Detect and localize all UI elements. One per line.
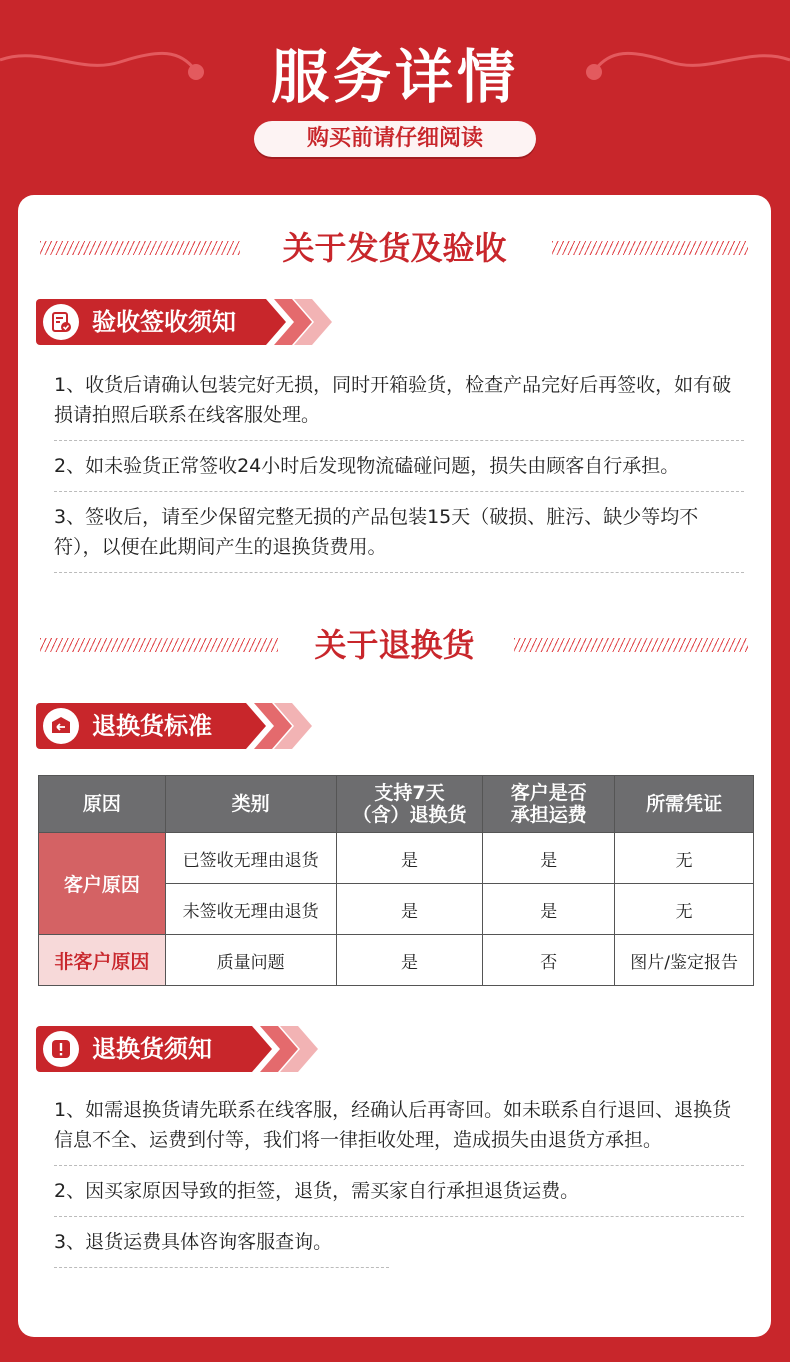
header-line: 承担运费 bbox=[510, 804, 587, 826]
table-header-row bbox=[39, 776, 754, 833]
page-subtitle: 购买前请仔细阅读 bbox=[254, 121, 536, 157]
proof-cell: 图片/鉴定报告 bbox=[615, 935, 754, 986]
banner-inspection-notice bbox=[36, 299, 326, 345]
column-header-7day-return bbox=[336, 776, 483, 833]
return-box-icon bbox=[49, 714, 73, 738]
reason-cell-customer: 客户原因 bbox=[39, 833, 166, 935]
banner-return-standard bbox=[36, 703, 306, 749]
return-standard-table bbox=[38, 775, 754, 986]
heading-hatch-right bbox=[552, 241, 748, 255]
section-title-shipping: 关于发货及验收 bbox=[282, 229, 507, 267]
shipping-cell: 是 bbox=[483, 833, 615, 884]
shipping-cell: 否 bbox=[483, 935, 615, 986]
banner-label: 退换货标准 bbox=[92, 712, 212, 740]
list-item: 3、签收后，请至少保留完整无损的产品包装15天（破损、脏污、缺少等均不符），以便在此期间产生的退换货费用。 bbox=[54, 492, 744, 573]
section-title-returns: 关于退换货 bbox=[314, 626, 475, 664]
inspection-notes bbox=[54, 360, 744, 573]
list-item: 1、收货后请确认包装完好无损，同时开箱验货，检查产品完好后再签收，如有破损请拍照后联系在线客服处理。 bbox=[54, 360, 744, 441]
header-line: 支持7天 bbox=[374, 782, 445, 804]
banner-label: 退换货须知 bbox=[92, 1035, 212, 1063]
exclamation-icon bbox=[49, 1037, 73, 1061]
supported-cell: 是 bbox=[336, 884, 483, 935]
column-header-reason: 原因 bbox=[39, 776, 166, 833]
table-row bbox=[39, 833, 754, 884]
service-details-card bbox=[18, 195, 771, 1337]
banner-return-notice bbox=[36, 1026, 316, 1072]
supported-cell: 是 bbox=[336, 833, 483, 884]
list-item: 3、退货运费具体咨询客服查询。 bbox=[54, 1217, 389, 1268]
supported-cell: 是 bbox=[336, 935, 483, 986]
banner-label: 验收签收须知 bbox=[92, 308, 236, 336]
column-header-shipping-cost bbox=[483, 776, 615, 833]
category-cell: 已签收无理由退货 bbox=[165, 833, 336, 884]
proof-cell: 无 bbox=[615, 884, 754, 935]
category-cell: 质量问题 bbox=[165, 935, 336, 986]
reason-cell-noncustomer: 非客户原因 bbox=[39, 935, 166, 986]
list-item: 2、如未验货正常签收24小时后发现物流磕碰问题，损失由顾客自行承担。 bbox=[54, 441, 744, 492]
column-header-proof: 所需凭证 bbox=[615, 776, 754, 833]
section-heading-shipping bbox=[18, 228, 771, 268]
heading-hatch-right bbox=[514, 638, 748, 652]
category-cell: 未签收无理由退货 bbox=[165, 884, 336, 935]
proof-cell: 无 bbox=[615, 833, 754, 884]
table-row bbox=[39, 935, 754, 986]
clipboard-check-icon bbox=[49, 310, 73, 334]
column-header-category: 类别 bbox=[165, 776, 336, 833]
shipping-cell: 是 bbox=[483, 884, 615, 935]
return-notes bbox=[54, 1085, 744, 1268]
header-line: 客户是否 bbox=[510, 782, 587, 804]
list-item: 2、因买家原因导致的拒签，退货，需买家自行承担退货运费。 bbox=[54, 1166, 744, 1217]
header-line: （含）退换货 bbox=[352, 804, 467, 826]
page-title: 服务详情 bbox=[270, 43, 519, 111]
list-item: 1、如需退换货请先联系在线客服，经确认后再寄回。如未联系自行退回、退换货信息不全、运费到付等，我们将一律拒收处理，造成损失由退货方承担。 bbox=[54, 1085, 744, 1166]
section-heading-returns bbox=[18, 625, 771, 665]
